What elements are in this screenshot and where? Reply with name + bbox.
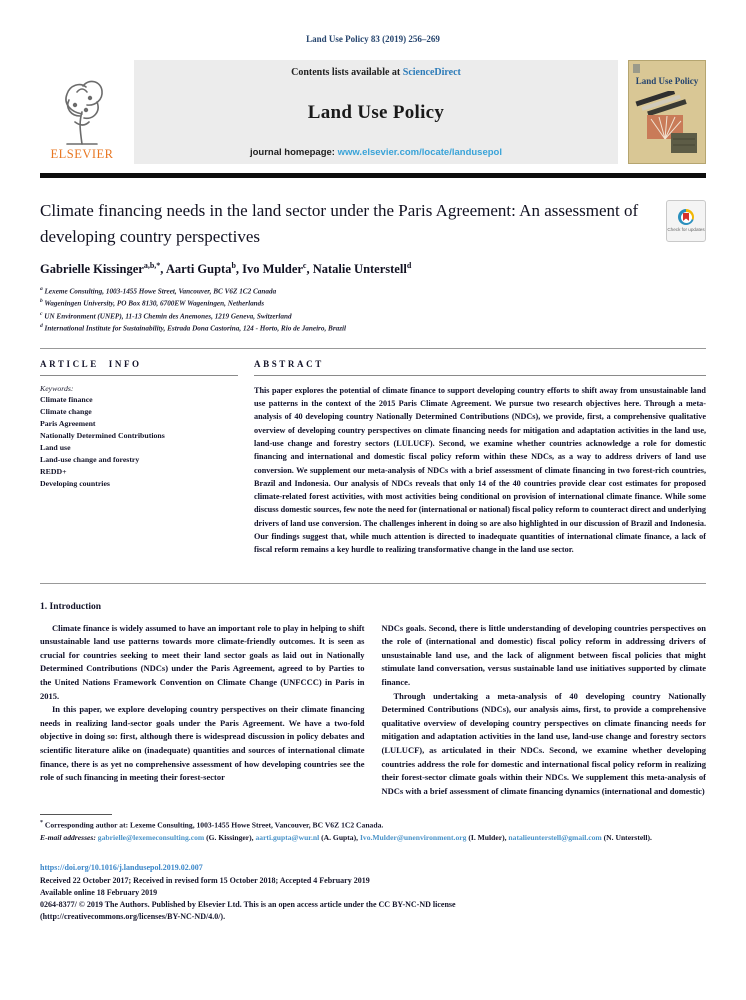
footnote-star: * — [40, 820, 43, 827]
heading-rule — [40, 375, 238, 376]
journal-homepage-link[interactable]: www.elsevier.com/locate/landusepol — [337, 147, 502, 158]
right-column — [382, 622, 707, 799]
affiliation-line — [40, 297, 706, 309]
check-updates-icon — [678, 209, 694, 225]
affiliation-line — [40, 310, 706, 322]
body-paragraph: NDCs goals. Second, there is little understanding of developing countries perspectives on the role of (international and domestic) fiscal policy reform in addressing drivers of unsustainable land use, and the lack of alignment between fiscal policies that might stimulate land conversation, versus sustainable land use initiatives supported by climate finance. — [381, 622, 706, 687]
journal-citation: Land Use Policy 83 (2019) 256–269 — [306, 34, 440, 44]
contents-prefix: Contents lists available at — [291, 67, 403, 78]
keyword: Land-use change and forestry — [40, 455, 140, 465]
doi-link[interactable]: https://doi.org/10.1016/j.landusepol.2019.02.007 — [40, 863, 203, 873]
left-column — [40, 622, 365, 799]
article-footer — [40, 857, 706, 923]
license-url: (http://creativecommons.org/licenses/BY-NC-ND/4.0/). — [40, 912, 226, 922]
homepage-line — [140, 147, 612, 158]
section-divider — [40, 348, 706, 349]
affiliation-text: Wageningen University, PO Box 8130, 6700EW Wageningen, Netherlands — [42, 299, 265, 308]
keyword: Nationally Determined Contributions — [40, 431, 165, 441]
email-link[interactable]: aarti.gupta@wur.nl — [255, 832, 320, 842]
email-label: E-mail addresses: — [40, 832, 98, 842]
available-online: Available online 18 February 2019 — [40, 888, 158, 898]
article-info-heading: ARTICLE INFO — [40, 358, 142, 369]
affiliation-text: International Institute for Sustainability, Estrada Dona Castorina, 124 - Horto, Rio de Janeiro, Brazil — [42, 324, 347, 333]
footnote-block — [40, 814, 706, 843]
affiliation-sup: b — [40, 298, 43, 305]
header-divider-bar — [40, 173, 706, 178]
affiliation-line — [40, 322, 706, 334]
article-info-column — [40, 359, 238, 557]
title-row — [40, 198, 706, 249]
received-dates: Received 22 October 2017; Received in revised form 15 October 2018; Accepted 4 February 2019 — [40, 876, 370, 886]
journal-title: Land Use Policy — [307, 101, 445, 123]
abstract-heading: ABSTRACT — [254, 358, 324, 369]
sciencedirect-link[interactable]: ScienceDirect — [402, 67, 461, 78]
info-abstract-section — [40, 359, 706, 557]
keyword: Climate finance — [40, 394, 93, 404]
journal-masthead — [134, 60, 618, 164]
affiliation-sup: d — [40, 322, 43, 329]
journal-cover-column — [628, 60, 706, 164]
section-divider — [40, 583, 706, 584]
author-affil-sup: d — [406, 261, 412, 270]
elsevier-tree-icon — [53, 72, 111, 146]
journal-cover-thumbnail — [628, 60, 706, 164]
corresponding-text: Corresponding author at: Lexeme Consulting, 1003-1455 Howe Street, Vancouver, BC V6Z 1C2 Canada. — [43, 820, 384, 830]
copyright-line: 0264-8377/ © 2019 The Authors. Published by Elsevier Ltd. This is an open access article under the CC BY-NC-ND license — [40, 900, 456, 910]
email-addresses-line — [40, 832, 706, 844]
keyword: Climate change — [40, 406, 92, 416]
journal-header — [40, 60, 706, 164]
elsevier-wordmark: ELSEVIER — [50, 147, 114, 161]
abstract-column — [254, 359, 706, 557]
heading-rule — [254, 375, 706, 376]
email-link[interactable]: gabrielle@lexemeconsulting.com — [97, 832, 205, 842]
author-name: Gabrielle Kissinger — [40, 262, 144, 277]
body-paragraph: Through undertaking a meta-analysis of 40 developing country Nationally Determined Contributions (NDCs), our analysis aims, first, to provide a comprehensive qualitative overview of developing country perspectives on climate financing needs for mitigation and adaptation activities in the land use, land-use change and forestry sectors (LULUCF), as articulated in their NDCs. Second, we examine whether developing countries address the role for domestic and international fiscal policy reform in realizing their forest-sector climate goals within their NDCs. We supplement this meta-analysis of NDCs with a brief assessment of climate financing dynamics (international and domestic) — [381, 690, 706, 796]
keyword: Developing countries — [40, 479, 110, 489]
email-owner: (G. Kissinger), — [204, 832, 256, 842]
affiliation-sup: a — [40, 286, 43, 293]
author-name: Ivo Mulder — [242, 262, 303, 277]
keyword: Paris Agreement — [40, 419, 96, 429]
affiliation-text: UN Environment (UNEP), 11-13 Chemin des Anemones, 1219 Geneva, Switzerland — [42, 311, 292, 320]
keyword: Land use — [40, 443, 71, 453]
email-owner: (A. Gupta), — [319, 832, 360, 842]
affiliation-sup: c — [40, 310, 43, 317]
email-owner: (N. Unterstell). — [601, 832, 652, 842]
check-updates-label: Check for updates — [667, 227, 705, 233]
introduction-body — [40, 622, 706, 799]
affiliation-text: Lexeme Consulting, 1003-1455 Howe Street, Vancouver, BC V6Z 1C2 Canada — [42, 287, 277, 296]
affiliations-block — [40, 285, 706, 334]
footnote-rule — [40, 814, 112, 815]
introduction-heading: 1. Introduction — [40, 601, 102, 612]
cover-art-image — [633, 91, 701, 157]
email-owner: (I. Mulder), — [466, 832, 509, 842]
keywords-label: Keywords: — [40, 383, 74, 393]
contents-line — [140, 67, 612, 78]
homepage-label: journal homepage: — [249, 147, 338, 158]
author-name: Natalie Unterstell — [312, 262, 407, 277]
affiliation-line — [40, 285, 706, 297]
elsevier-logo — [40, 60, 124, 164]
email-link[interactable]: natalieunterstell@gmail.com — [508, 832, 602, 842]
body-paragraph: Climate finance is widely assumed to have an important role to play in helping to shift unsustainable land use patterns towards more climate-friendly outcomes. It is seen as crucial for countries seeking to meet their land sector goals as laid out in Nationally Determined Contributions (NDCs) under the Paris Agreement, agreed to by Parties to the United Nations Framework Convention on Climate Change (UNFCCC) in Paris in 2015. — [40, 622, 365, 701]
keyword: REDD+ — [40, 467, 67, 477]
abstract-text: This paper explores the potential of climate finance to support developing country efforts to shift away from unsustainable land use patterns in the context of the 2015 Paris Climate Agreement. We pursue two research objectives here. Through a meta-analysis of 40 developing country Nationally Determined Contributions (NDCs), we provide, first, a comprehensive qualitative overview of developing country perspectives on climate financing needs for mitigation and adaptation activities in the land use, land-use change and forestry sectors (LULUCF). Second, we examine whether countries acknowledge a role for domestic financing and international and domestic fiscal policy reform within these NDCs, as a way to address drivers of land use conversion. We supplement our meta-analysis of NDCs with a brief assessment of climate financing in two forest-rich countries, Brazil and Indonesia. Our analysis of NDCs reveals that only 14 of the 40 countries provide clear cost estimates for proposed climate-related forest activities, with most activities being conditional on provision of international climate finance. While some discuss domestic sources, few note the need for (international or national) fiscal policy reform to counteract direct and underlying drivers of land use conversion. The challenges inherent in doing so are also highlighted in our discussion of Brazil and Indonesia. Our findings suggest that, while much attention is directed to inadequate quantities of international climate finance, a lack of fiscal reform remains a key hurdle to realizing transformative change in the land use sector. — [254, 385, 706, 555]
check-for-updates-badge[interactable] — [666, 200, 706, 242]
article-title: Climate financing needs in the land sector under the Paris Agreement: An assessment of developing country perspectives — [40, 201, 639, 246]
author-separator: , — [306, 262, 313, 277]
author-affil-sup: b — [231, 261, 236, 270]
author-affil-sup: c — [302, 261, 307, 270]
author-affil-sup: a,b,* — [143, 261, 161, 270]
author-separator: , — [160, 262, 166, 277]
body-paragraph: In this paper, we explore developing country perspectives on their climate financing needs in realizing land-sector goals under the Paris Agreement. We have a two-fold objective in doing so: first, although there is widespread discussion in policy debates and scientific literature alike on (inadequate) quantities and sources of international climate finance, there is as yet no comprehensive assessment of how developing countries see the role of such financing in meeting their forest-sector — [40, 704, 365, 783]
author-name: Aarti Gupta — [165, 262, 232, 277]
cover-publisher-mark-icon — [633, 64, 640, 73]
author-line — [40, 261, 706, 277]
author-separator: , — [235, 262, 243, 277]
email-link[interactable]: Ivo.Mulder@unenvironment.org — [359, 832, 467, 842]
corresponding-author-note — [40, 819, 706, 831]
cover-title: Land Use Policy — [635, 76, 699, 86]
